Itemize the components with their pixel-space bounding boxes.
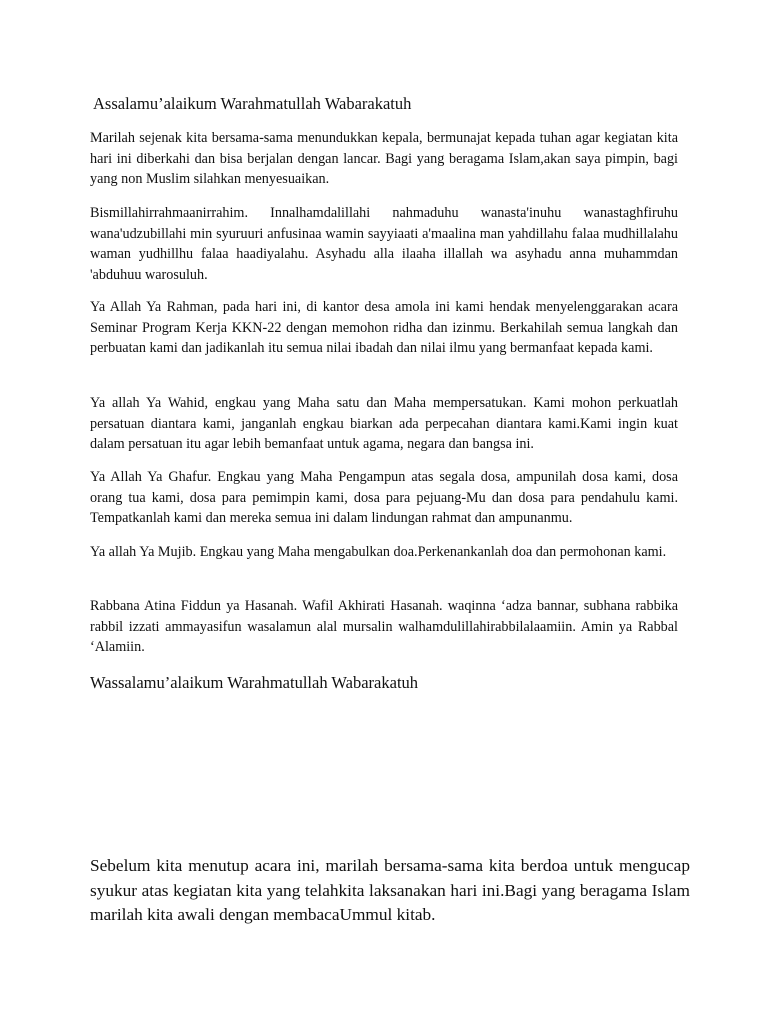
closing-prayer-paragraph: Sebelum kita menutup acara ini, marilah bersama-sama kita berdoa untuk mengucap syukur atas kegiatan kita yang telahkita laksanakan hari ini.Bagi yang beragama Islam marilah kita awali dengan membacaUmmul kitab. [90,856,690,924]
paragraph-ya-ghafur: Ya Allah Ya Ghafur. Engkau yang Maha Pengampun atas segala dosa, ampunilah dosa kami, dosa orang tua kami, dosa para pemimpin kami, dosa para pejuang-Mu dan dosa para pendahulu kami. Tempatkanlah kami dan mereka semua ini dalam lindungan rahmat dan ampunanmu. [90,469,678,527]
paragraph-ya-rahman: Ya Allah Ya Rahman, pada hari ini, di kantor desa amola ini kami hendak menyelenggarakan acara Seminar Program Kerja KKN-22 dengan memohon ridha dan izinmu. Berkahilah semua langkah dan perbuatan kami dan jadikanlah itu semua nilai ibadah dan nilai ilmu yang bermanfaat kepada kami. [90,299,678,357]
paragraph-opening-invitation: Marilah sejenak kita bersama-sama menundukkan kepala, bermunajat kepada tuhan agar kegiatan kita hari ini diberkahi dan bisa berjalan dengan lancar. Bagi yang beragama Islam,akan saya pimpin, bagi yang non Muslim silahkan menyesuaikan. [90,130,678,188]
paragraph-bismillah: Bismillahirrahmaanirrahim. Innalhamdalillahi nahmaduhu wanasta'inuhu wanastaghfiruhu wana'udzubillahi min syuruuri anfusinaa wamin sayyiaati a'maalina man yahdillahu falaa mudhillalahu waman yudhillhu falaa haadiyalahu. Asyhadu alla ilaaha illallah wa asyhadu anna muhammdan 'abduhuu warosuluh. [90,205,678,283]
paragraph-ya-mujib: Ya allah Ya Mujib. Engkau yang Maha mengabulkan doa.Perkenankanlah doa dan permohonan kami. [90,544,667,560]
greeting-heading: Assalamu’alaikum Warahmatullah Wabarakatuh [93,94,412,113]
paragraph-ya-wahid: Ya allah Ya Wahid, engkau yang Maha satu dan Maha mempersatukan. Kami mohon perkuatlah persatuan diantara kami, janganlah engkau biarkan ada perpecahan diantara kami.Kami ingin kuat dalam persatuan itu agar lebih bemanfaat untuk agama, negara dan bangsa ini. [90,395,678,453]
closing-heading: Wassalamu’alaikum Warahmatullah Wabarakatuh [90,673,419,692]
paragraph-rabbana: Rabbana Atina Fiddun ya Hasanah. Wafil Akhirati Hasanah. waqinna ‘adza bannar, subhana rabbika rabbil izzati ammayasifun wasalamun alal mursalin walhamdulillahirabbilalaamiin. Amin ya Rabbal ‘Alamiin. [90,598,678,656]
